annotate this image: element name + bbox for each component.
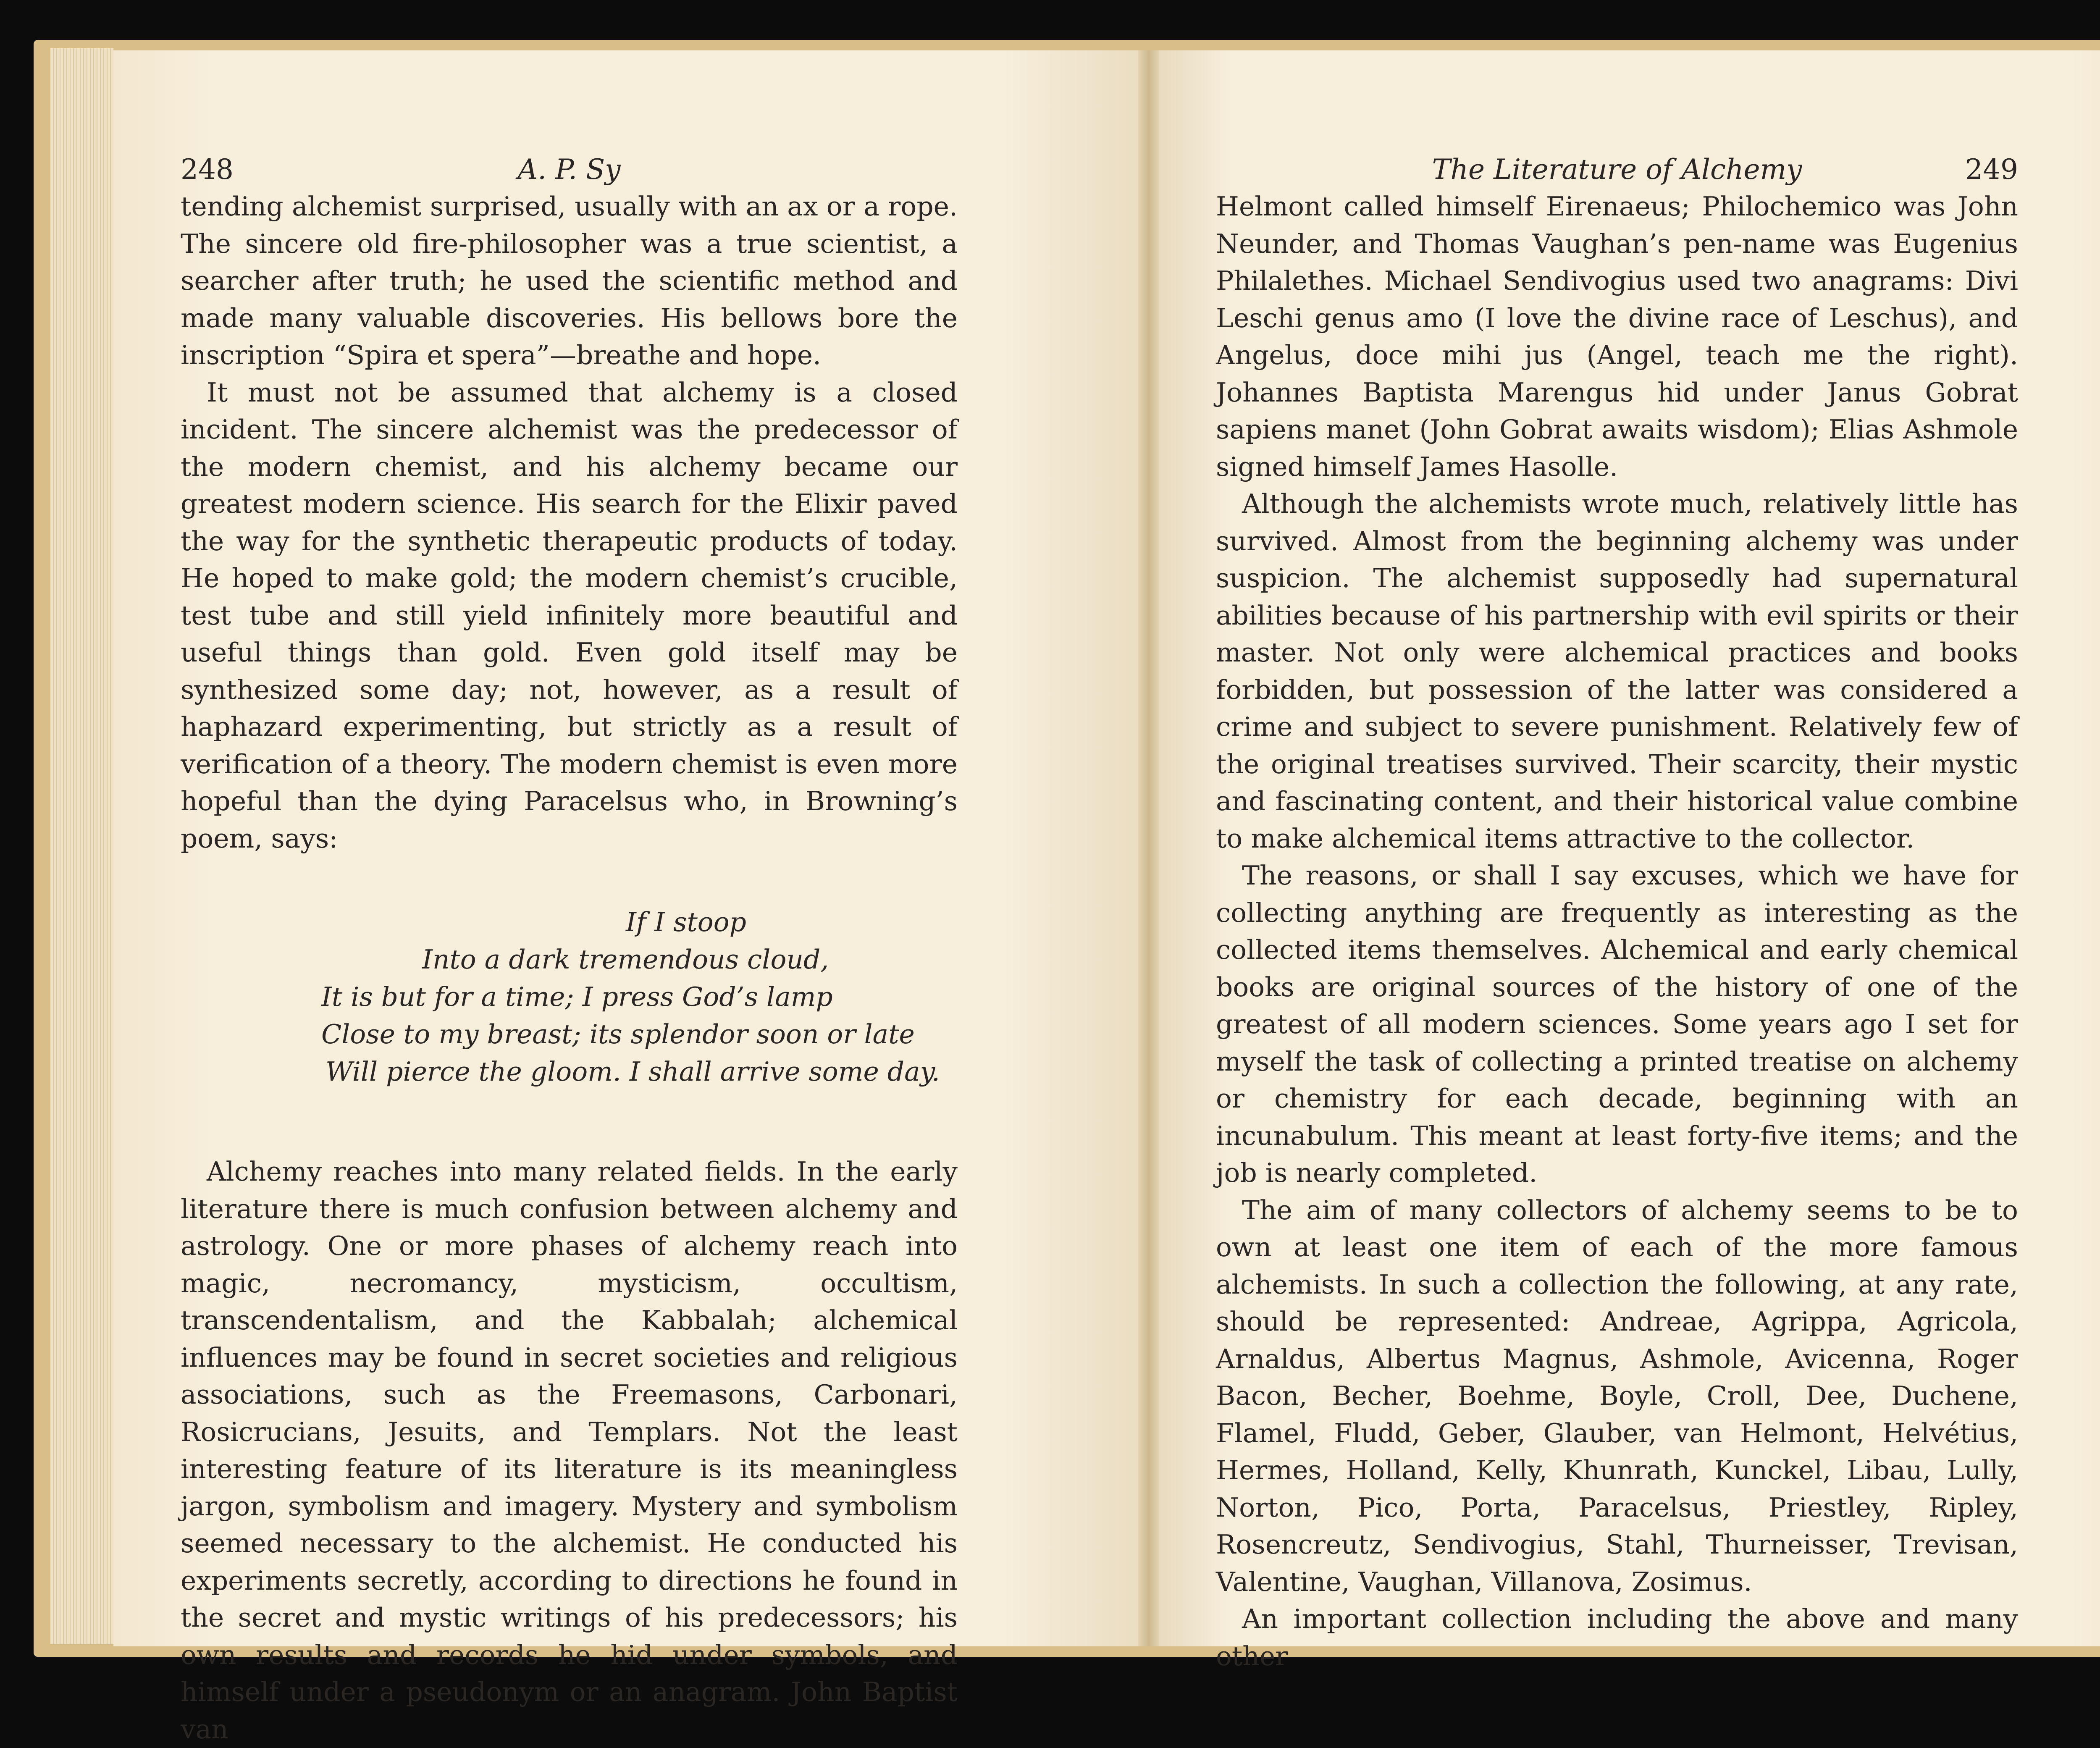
paragraph: An important collection including the above and many other — [1216, 1604, 2018, 1672]
page-number: 249 — [1965, 153, 2018, 186]
poem-line: If I stoop — [626, 907, 746, 937]
left-running-head — [181, 151, 958, 188]
paragraph: Helmont called himself Eirenaeus; Philochemico was John Neunder, and Thomas Vaughan’s pen-name was Eugenius Philalethes. Michael Sendivogius used two anagrams: Divi Leschi genus amo (I love the divine race of Leschus), and Angelus, doce mihi jus (Angel, teach me the right). Johannes Baptista Marengus hid under Janus Gobrat sapiens manet (John Gobrat awaits wisdom); Elias Ashmole signed himself James Hasolle. — [1216, 191, 2018, 482]
poem-line: Close to my breast; its splendor soon or late — [321, 1019, 915, 1050]
book-gutter — [1138, 50, 1159, 1646]
paragraph: Alchemy reaches into many related fields. In the early literature there is much confusion between alchemy and astrology. One or more phases of alchemy reach into magic, necromancy, mysticism, occultism, transcendentalism, and the Kabbalah; alchemical influences may be found in secret societies and religious associations, such as the Freemasons, Carbonari, Rosicrucians, Jesuits, and Templars. Not the least interesting feature of its literature is its meaningless jargon, symbolism and imagery. Mystery and symbolism seemed necessary to the alchemist. He conducted his experiments secretly, according to directions he found in the secret and mystic writings of his predecessors; his own results and records he hid under symbols, and himself under a pseudonym or an anagram. John Baptist van — [181, 1156, 958, 1745]
left-page-text — [181, 151, 958, 1748]
page-edges-left — [50, 48, 113, 1644]
poem-line: It is but for a time; I press God’s lamp — [321, 982, 833, 1012]
poem-line: Into a dark tremendous cloud, — [422, 944, 829, 975]
running-head-title: A. P. Sy — [517, 153, 621, 186]
paragraph: tending alchemist surprised, usually with an ax or a rope. The sincere old fire-philosopher was a true scientist, a searcher after truth; he used the scientific method and made many valuable discoveries. His bellows bore the inscription “Spira et spera”—breathe and hope. — [181, 191, 958, 370]
right-page-text — [1216, 151, 2018, 1675]
paragraph: It must not be assumed that alchemy is a closed incident. The sincere alchemist was the predecessor of the modern chemist, and his alchemy became our greatest modern science. His search for the Elixir paved the way for the synthetic therapeutic products of today. He hoped to make gold; the modern chemist’s crucible, test tube and still yield infinitely more beautiful and useful things than gold. Even gold itself may be synthesized some day; not, however, as a result of haphazard experimenting, but strictly as a result of verification of a theory. The modern chemist is even more hopeful than the dying Paracelsus who, in Browning’s poem, says: — [181, 377, 958, 854]
running-head-title: The Literature of Alchemy — [1432, 153, 1802, 186]
right-running-head — [1216, 151, 2018, 188]
poem-quote — [181, 903, 958, 1090]
paragraph: The aim of many collectors of alchemy seems to be to own at least one item of each of the more famous alchemists. In such a collection the following, at any rate, should be represented: Andreae, Agrippa, Agricola, Arnaldus, Albertus Magnus, Ashmole, Avicenna, Roger Bacon, Becher, Boehme, Boyle, Croll, Dee, Duchene, Flamel, Fludd, Geber, Glauber, van Helmont, Helvétius, Hermes, Holland, Kelly, Khunrath, Kunckel, Libau, Lully, Norton, Pico, Porta, Paracelsus, Priestley, Ripley, Rosencreutz, Sendivogius, Stahl, Thurneisser, Trevisan, Valentine, Vaughan, Villanova, Zosimus. — [1216, 1194, 2018, 1597]
poem-line: Will pierce the gloom. I shall arrive some day. — [326, 1056, 940, 1087]
page-number: 248 — [181, 153, 234, 186]
paragraph: Although the alchemists wrote much, relatively little has survived. Almost from the beginning alchemy was under suspicion. The alchemist supposedly had supernatural abilities because of his partnership with evil spirits or their master. Not only were alchemical practices and books forbidden, but possession of the latter was considered a crime and subject to severe punishment. Relatively few of the original treatises survived. Their scarcity, their mystic and fascinating content, and their historical value combine to make alchemical items attractive to the collector. — [1216, 488, 2018, 854]
paragraph: The reasons, or shall I say excuses, which we have for collecting anything are frequently as interesting as the collected items themselves. Alchemical and early chemical books are original sources of the history of one of the greatest of all modern sciences. Some years ago I set for myself the task of collecting a printed treatise on alchemy or chemistry for each decade, beginning with an incunabulum. This meant at least forty-five items; and the job is nearly completed. — [1216, 860, 2018, 1188]
